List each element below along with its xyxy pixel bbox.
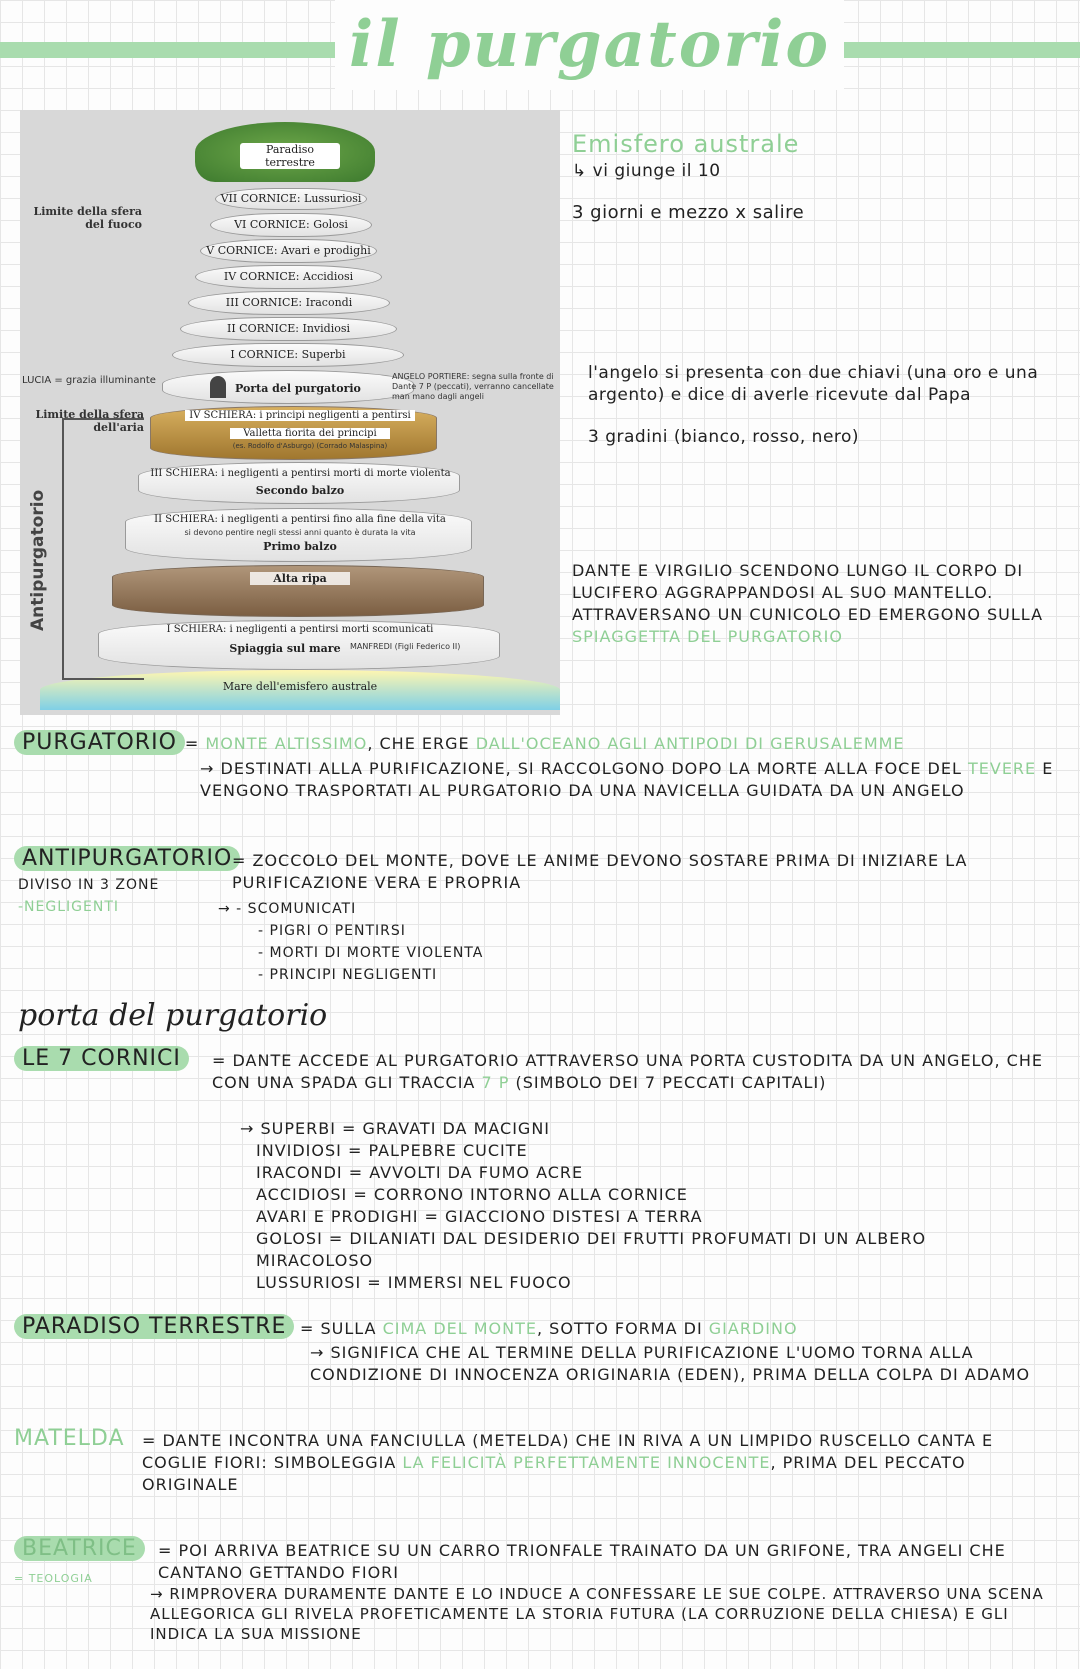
schiera2-note: si devono pentire negli stessi anni quanto è durata la vita <box>184 528 416 537</box>
purgatorio-section <box>14 732 1064 755</box>
beatrice-label: BEATRICE <box>14 1536 145 1561</box>
antipurgatorio-item: - MORTI DI MORTE VIOLENTA <box>258 945 484 961</box>
cornice-3: III CORNICE: Iracondi <box>188 291 390 315</box>
valletta-sub: (es. Rodolfo d'Asburgo) (Corrado Malaspina) <box>232 442 388 450</box>
cornice-1: I CORNICE: Superbi <box>172 343 404 367</box>
gradini-note: 3 gradini (bianco, rosso, nero) <box>588 427 860 447</box>
purgatorio-green-1: MONTE ALTISSIMO <box>205 734 368 753</box>
negligenti-text: -NEGLIGENTI <box>18 899 119 915</box>
purgatorio-text-2: , CHE ERGE <box>367 734 476 753</box>
cornici-item: IRACONDI = AVVOLTI DA FUMO ACRE <box>256 1163 584 1182</box>
paradiso-heading <box>14 1316 294 1338</box>
dante-note-text: DANTE E VIRGILIO SCENDONO LUNGO IL CORPO DI LUCIFERO AGGRAPPANDOSI AL SUO MANTELLO. ATTRAVERSANO UN CUNICOLO ED EMERGONO SULLA <box>572 561 1044 624</box>
antipurgatorio-bracket <box>62 418 144 680</box>
spiaggia-label: Spiaggia sul mare <box>229 642 341 655</box>
porta-heading: porta del purgatorio <box>18 998 328 1033</box>
primo-balzo-label: Primo balzo <box>263 540 337 553</box>
paradiso-terrestre-label: Paradiso terrestre <box>240 143 340 169</box>
porta-door-icon <box>210 376 226 398</box>
paradiso-text-1: = SULLA <box>300 1319 383 1338</box>
diviso-text: DIVISO IN 3 ZONE <box>18 877 160 893</box>
porta-label: Porta del purgatorio <box>235 382 361 395</box>
cornice-4: IV CORNICE: Accidiosi <box>195 265 382 289</box>
secondo-balzo-label: Secondo balzo <box>255 484 345 497</box>
beatrice-text-1: = POI ARRIVA BEATRICE SU UN CARRO TRIONFALE TRAINATO DA UN GRIFONE, TRA ANGELI CHE CANTANO GETTANDO FIORI <box>158 1541 1006 1582</box>
cornici-green: 7 P <box>481 1073 510 1092</box>
cornici-text-2: (SIMBOLO DEI 7 PECCATI CAPITALI) <box>509 1073 827 1092</box>
antipurgatorio-label: Antipurgatorio <box>28 489 48 631</box>
mare-label: Mare dell'emisfero australe <box>222 680 378 693</box>
paradiso-text-2: , SOTTO FORMA DI <box>537 1319 709 1338</box>
matelda-text-1: = DANTE INCONTRA UNA FANCIULLA (METELDA) CHE IN RIVA A UN LIMPIDO RUSCELLO CANTA E COGLIE FIORI: SIMBOLEGGIA <box>142 1431 994 1472</box>
cornici-text <box>212 1050 1062 1094</box>
cornice-7: VII CORNICE: Lussuriosi <box>215 188 367 210</box>
matelda-green: LA FELICITÀ PERFETTAMENTE INNOCENTE <box>402 1453 771 1472</box>
beatrice-sub: = TEOLOGIA <box>14 1572 93 1585</box>
cornici-item: LUSSURIOSI = IMMERSI NEL FUOCO <box>256 1273 572 1292</box>
purgatorio-line-2: → DESTINATI ALLA PURIFICAZIONE, SI RACCOLGONO DOPO LA MORTE ALLA FOCE DEL <box>200 759 962 778</box>
cornice-5: V CORNICE: Avari e prodighi <box>200 239 377 263</box>
purgatorio-green-2: DALL'OCEANO AGLI ANTIPODI DI GERUSALEMME <box>475 734 905 753</box>
paradiso-text <box>300 1318 1060 1340</box>
paradiso-green-1: CIMA DEL MONTE <box>382 1319 537 1338</box>
cornici-label: LE 7 CORNICI <box>14 1046 189 1071</box>
manfredi-label: MANFREDI (Figli Federico II) <box>350 642 461 651</box>
cornici-item: GOLOSI = DILANIATI DAL DESIDERIO DEI FRUTTI PROFUMATI DI UN ALBERO MIRACOLOSO <box>256 1229 927 1270</box>
cornici-item: → SUPERBI = GRAVATI DA MACIGNI <box>240 1119 551 1138</box>
alta-ripa-label: Alta ripa <box>250 572 350 585</box>
spiaggetta-text: SPIAGGETTA DEL PURGATORIO <box>572 627 843 646</box>
giorni-note: 3 giorni e mezzo x salire <box>572 202 805 223</box>
schiera4-label: IV SCHIERA: i principi negligenti a pentirsi <box>185 410 415 421</box>
cornici-item: INVIDIOSI = PALPEBRE CUCITE <box>256 1141 528 1160</box>
purgatorio-text-1: = <box>184 734 206 753</box>
limite-fuoco-label: Limite della sfera del fuoco <box>33 205 142 231</box>
valletta-label: Valletta fiorita dei principi <box>230 428 390 439</box>
giunge-note: ↳ vi giunge il 10 <box>572 161 721 181</box>
paradiso-body: → SIGNIFICA CHE AL TERMINE DELLA PURIFICAZIONE L'UOMO TORNA ALLA CONDIZIONE DI INNOCENZA ORIGINARIA (EDEN), PRIMA DELLA COLPA DI ADAMO <box>310 1343 1031 1384</box>
emisfero-heading: Emisfero australe <box>572 130 800 158</box>
antipurgatorio-item: → - SCOMUNICATI <box>218 901 357 917</box>
antipurgatorio-list <box>218 898 718 986</box>
matelda-text <box>142 1430 1062 1496</box>
antipurgatorio-heading <box>14 848 240 870</box>
cornici-item: AVARI E PRODIGHI = GIACCIONO DISTESI A TERRA <box>256 1207 703 1226</box>
matelda-label: MATELDA <box>14 1426 125 1451</box>
matelda-text-2: , PRIMA DEL PECCATO ORIGINALE <box>142 1453 966 1494</box>
purgatorio-tevere: TEVERE <box>967 759 1037 778</box>
page-title: il purgatorio <box>335 0 844 90</box>
antipurgatorio-item: - PRINCIPI NEGLIGENTI <box>258 967 438 983</box>
paradiso-green-2: GIARDINO <box>708 1319 798 1338</box>
purgatorio-label: PURGATORIO <box>14 730 185 755</box>
beatrice-text-2: → RIMPROVERA DURAMENTE DANTE E LO INDUCE A CONFESSARE LE SUE COLPE. ATTRAVERSO UNA SCENA ALLEGORICA GLI RIVELA PROFETICAMENTE LA STORIA FUTURA (LA CORRUZIONE DELLA CHIESA) E GLI INDICA LA SUA MISSIONE <box>150 1585 1044 1643</box>
paradiso-label: PARADISO TERRESTRE <box>14 1314 294 1339</box>
schiera2-label: II SCHIERA: i negligenti a pentirsi fino alla fine della vita <box>154 514 446 525</box>
beatrice-heading <box>14 1538 145 1560</box>
cornici-list <box>240 1118 1000 1294</box>
schiera3-label: III SCHIERA: i negligenti a pentirsi morti di morte violenta <box>150 468 451 479</box>
angelo-note: ANGELO PORTIERE: segna sulla fronte di Dante 7 P (peccati), verranno cancellate man mano dagli angeli <box>392 372 554 401</box>
purgatorio-line-3: E VENGONO TRASPORTATI AL PURGATORIO DA UNA NAVICELLA GUIDATA DA UN ANGELO <box>200 759 1054 800</box>
cornice-6: VI CORNICE: Golosi <box>210 213 372 237</box>
cornici-heading <box>14 1048 189 1070</box>
purgatorio-body <box>200 758 1060 802</box>
cornice-2: II CORNICE: Invidiosi <box>180 317 397 341</box>
dante-note <box>572 560 1072 648</box>
antipurgatorio-label-text: ANTIPURGATORIO <box>14 846 240 871</box>
lucia-label: LUCIA = grazia illuminante <box>22 375 156 386</box>
antipurgatorio-item: - PIGRI O PENTIRSI <box>258 923 406 939</box>
cornici-item: ACCIDIOSI = CORRONO INTORNO ALLA CORNICE <box>256 1185 688 1204</box>
cornici-text-1: = DANTE ACCEDE AL PURGATORIO ATTRAVERSO UNA PORTA CUSTODITA DA UN ANGELO, CHE CON UNA SPADA GLI TRACCIA <box>212 1051 1043 1092</box>
antipurgatorio-text: = ZOCCOLO DEL MONTE, DOVE LE ANIME DEVONO SOSTARE PRIMA DI INIZIARE LA PURIFICAZIONE VERA E PROPRIA <box>232 851 968 892</box>
angelo-note-right: l'angelo si presenta con due chiavi (una oro e una argento) e dice di averle ricevute dal Papa <box>588 363 1039 405</box>
schiera1-label: I SCHIERA: i negligenti a pentirsi morti scomunicati <box>166 624 434 635</box>
limite-aria-label: Limite della sfera dell'aria <box>35 408 144 434</box>
